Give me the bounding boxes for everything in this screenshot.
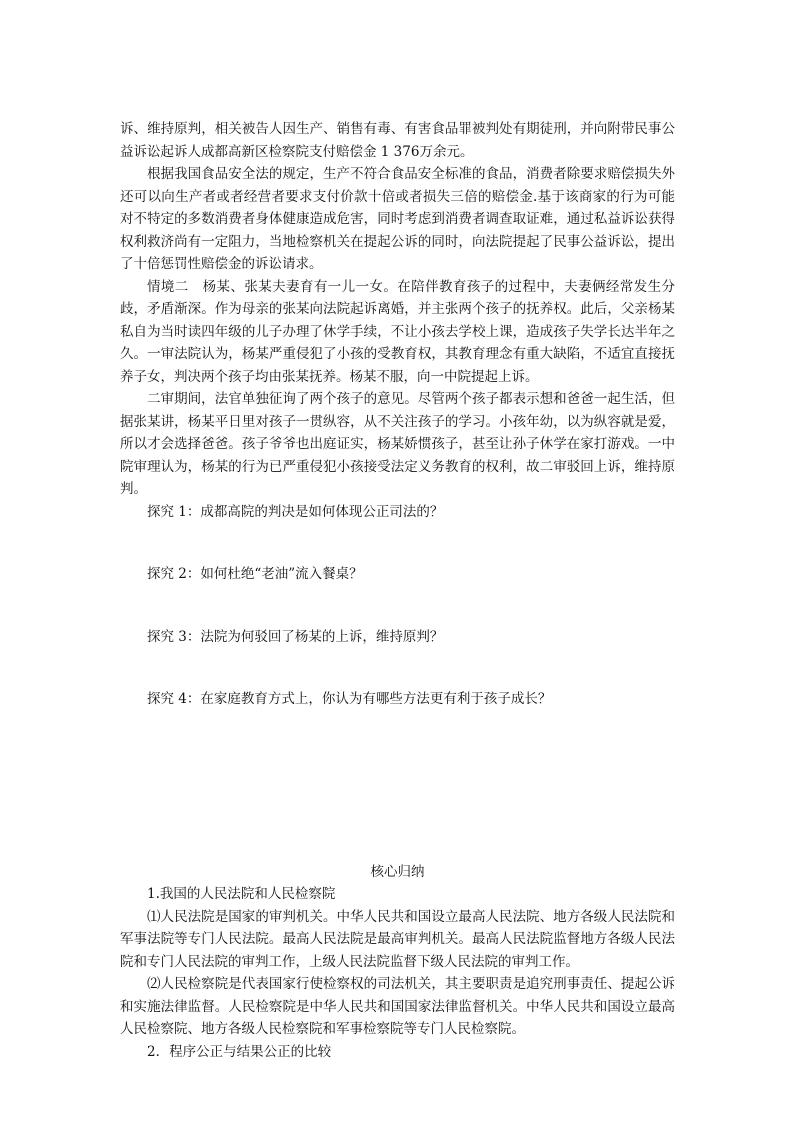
paragraph-food-safety-law: 根据我国食品安全法的规定，生产不符合食品安全标准的食品，消费者除要求赔偿损失外还可以向生产者或者经营者要求支付价款十倍或者损失三倍的赔偿金.基于该商家的行为可能对不特定的多数消费者身体健康造成危害，同时考虑到消费者调查取证难，通过私益诉讼获得权利救济尚有一定阻力，当地检察机关在提起公诉的同时，向法院提起了民事公益诉讼，提出了十倍惩罚性赔偿金的诉讼请求。 [120, 166, 675, 272]
question-1: 探究 1：成都高院的判决是如何体现公正司法的？ [147, 503, 444, 520]
summary-title: 核心归纳 [370, 863, 425, 880]
answer-space-4 [120, 711, 675, 861]
summary-item2-heading: 2．程序公正与结果公正的比较 [147, 1043, 332, 1060]
paragraph-case1-ending: 诉、维持原判，相关被告人因生产、销售有毒、有害食品罪被判处有期徒刑，并向附带民事公益诉讼起诉人成都高新区检察院支付赔偿金 1 376万余元。 [120, 121, 675, 160]
question-3: 探究 3：法院为何驳回了杨某的上诉，维持原判？ [147, 628, 444, 645]
answer-space-3 [120, 648, 675, 688]
paragraph-scenario-two: 情境二 杨某、张某夫妻育有一儿一女。在陪伴教育孩子的过程中，夫妻俩经常发生分歧，矛盾渐深。作为母亲的张某向法院起诉离婚，并主张两个孩子的抚养权。此后，父亲杨某私自为当时读四年级的儿子办理了休学手续，不让小孩去学校上课，造成孩子失学长达半年之久。一审法院认为，杨某严重侵犯了小孩的受教育权，其教育理念有重大缺陷，不适宜直接抚养子女，判决两个孩子均由张某抚养。杨某不服，向一中院提起上诉。 [120, 278, 675, 385]
summary-item1-heading: 1.我国的人民法院和人民检察院 [147, 886, 336, 902]
summary-item1-procuratorates: ⑵人民检察院是代表国家行使检察权的司法机关，其主要职责是追究刑事责任、提起公诉和实施法律监督。人民检察院是中华人民共和国国家法律监督机关。中华人民共和国设立最高人民检察院、地方各级人民检察院和军事检察院等专门人民检察院。 [120, 976, 675, 1037]
paragraph-second-trial: 二审期间，法官单独征询了两个孩子的意见。尽管两个孩子都表示想和爸爸一起生活，但据张某讲，杨某平日里对孩子一贯纵容，从不关注孩子的学习。小孩年幼，以为纵容就是爱，所以才会选择爸爸。孩子爷爷也出庭证实，杨某娇惯孩子，甚至让孙子休学在家打游戏。一中院审理认为，杨某的行为已严重侵犯小孩接受法定义务教育的权利，故二审驳回上诉，维持原判。 [120, 391, 675, 497]
question-4: 探究 4：在家庭教育方式上，你认为有哪些方法更有利于孩子成长？ [147, 691, 552, 707]
answer-space-1 [120, 523, 675, 563]
document-page [120, 118, 675, 1063]
summary-item1-courts: ⑴人民法院是国家的审判机关。中华人民共和国设立最高人民法院、地方各级人民法院和军事法院等专门人民法院。最高人民法院是最高审判机关。最高人民法院监督地方各级人民法院和专门人民法院的审判工作，上级人民法院监督下级人民法院的审判工作。 [120, 908, 675, 970]
answer-space-2 [120, 586, 675, 626]
question-2: 探究 2：如何杜绝“老油”流入餐桌？ [147, 566, 363, 582]
